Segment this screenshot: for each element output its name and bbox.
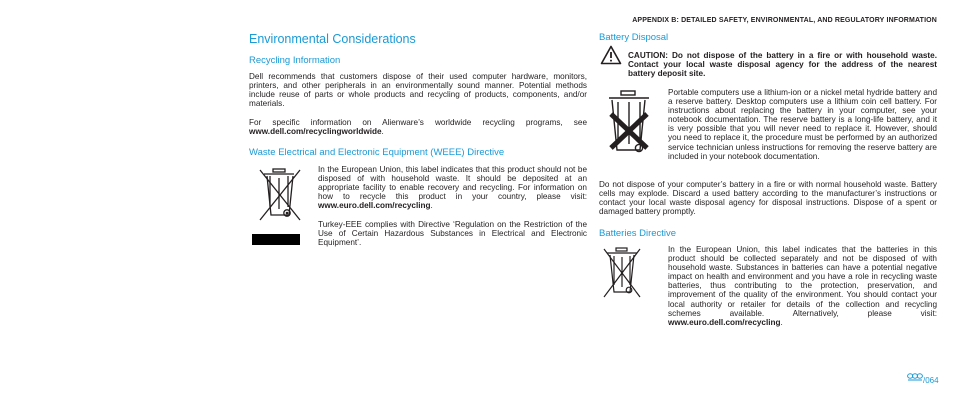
weee-bin-icon: [256, 165, 304, 225]
weee-link[interactable]: www.euro.dell.com/recycling: [318, 201, 431, 211]
battery-directive-bin-icon: [601, 245, 643, 301]
page-title: Environmental Considerations: [249, 32, 416, 46]
directive-link[interactable]: www.euro.dell.com/recycling: [668, 317, 781, 327]
battery-caution: CAUTION: Do not dispose of the battery in a fire or with household waste. Contact your local waste disposal agency for the address of the nearest battery deposit site.: [628, 51, 937, 79]
caution-triangle-icon: [600, 45, 622, 65]
recycling-heading: Recycling Information: [249, 55, 341, 66]
recycling-link[interactable]: www.dell.com/recyclingworldwide: [249, 127, 382, 137]
battery-para2: Do not dispose of your computer’s battery in a fire or with normal household waste. Battery cells may explode. Discard a used battery according to the manufacturer’s instructions or contact your local waste disposal agency for disposal instructions. Dispose of a spent or damaged battery promptly.: [599, 180, 937, 217]
recycling-para1: Dell recommends that customers dispose of their used computer hardware, monitors, printers, and other peripherals in an environmentally sound manner. Potential methods include reuse of parts or whole products and recycling of products, components, and/or materials.: [249, 72, 587, 109]
weee-para1-end: .: [430, 201, 433, 211]
directive-para-text: In the European Union, this label indicates that the batteries in this product should be collected separately and not be disposed of with household waste. Substances in batteries can have a potential negative impact on health and environment and you have a role in recycling waste batteries, thus contributing to the protection, preservation, and improvement of the quality of the environment. You should contact your local authority or retailer for details of the collection and recycling schemes available. Alternatively, please visit:: [668, 245, 937, 318]
weee-black-bar: [252, 234, 300, 245]
batteries-directive-heading: Batteries Directive: [599, 228, 677, 239]
batteries-directive-para: [668, 245, 937, 327]
weee-heading: Waste Electrical and Electronic Equipment (WEEE) Directive: [249, 147, 505, 158]
alienware-logo-icon: [907, 373, 923, 381]
weee-para1: [318, 165, 587, 210]
weee-para1-text: In the European Union, this label indicates that this product should not be disposed of with household waste. It should be deposited at an appropriate facility to enable recovery and recycling. For information on how to recycle this product in your country, please visit:: [318, 165, 587, 202]
battery-para1: Portable computers use a lithium-ion or a nickel metal hydride battery and a reserve battery. Desktop computers use a lithium coin cell battery. For instructions about replacing the battery in your computer, see your notebook documentation. The reserve battery is a long-life battery, and it is very possible that you will never need to replace it. However, should you need to replace it, the procedure must be performed by an authorized service technician unless instructions for removing the reserve battery are included in your notebook documentation.: [668, 88, 937, 161]
battery-bin-icon: [601, 88, 657, 160]
directive-para-end: .: [780, 317, 783, 327]
recycling-para2: [249, 118, 587, 136]
weee-para2: Turkey-EEE complies with Directive ‘Regulation on the Restriction of the Use of Certain Hazardous Substances in Electrical and Electronic Equipment’.: [318, 220, 587, 248]
battery-heading: Battery Disposal: [599, 32, 669, 43]
recycling-para2-end: .: [381, 127, 384, 137]
page-number: /064: [923, 376, 939, 385]
running-header: APPENDIX B: DETAILED SAFETY, ENVIRONMENTAL, AND REGULATORY INFORMATION: [632, 17, 937, 24]
recycling-para2-text: For specific information on Alienware’s worldwide recycling programs, see: [249, 118, 587, 127]
